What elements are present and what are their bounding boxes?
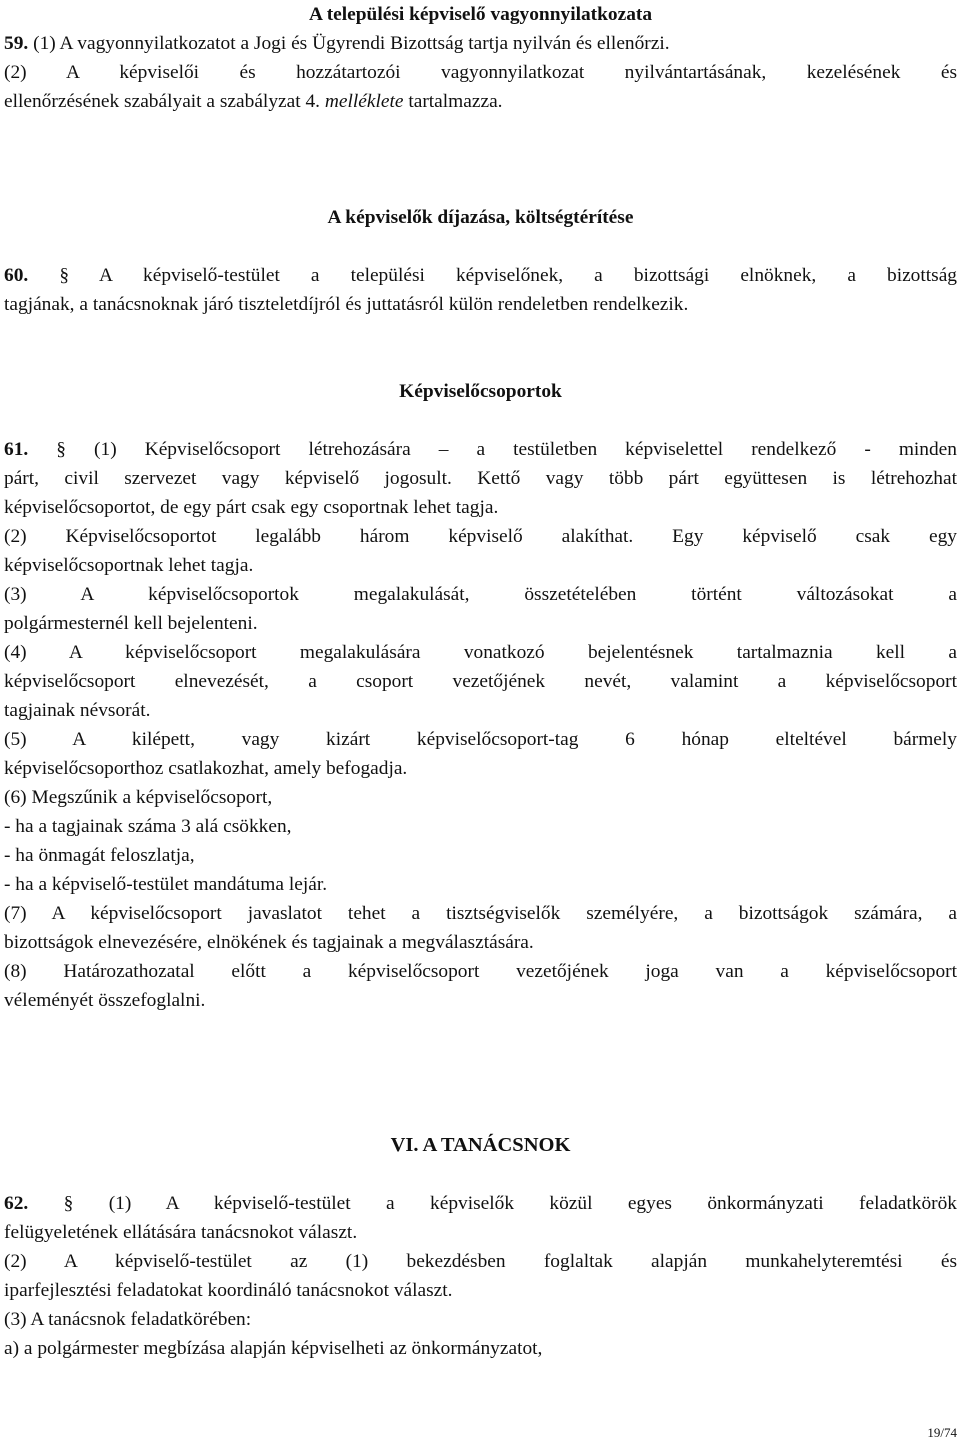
paragraph-61-line-11: (5) A kilépett, vagy kizárt képviselőcsoport-tag 6 hónap elteltével bármely xyxy=(4,729,957,750)
paragraph-61-line-10: tagjainak névsorát. xyxy=(4,700,151,721)
paragraph-59 xyxy=(4,29,957,116)
paragraph-61-line-7: polgármesternél kell bejelenteni. xyxy=(4,613,258,634)
paragraph-61-line-8: (4) A képviselőcsoport megalakulására vonatkozó bejelentésnek tartalmaznia kell a xyxy=(4,642,957,663)
paragraph-62-line-5: (3) A tanácsnok feladatkörében: xyxy=(4,1309,252,1330)
section-number-59: 59. xyxy=(4,33,29,54)
section-title-vagyonnyilatkozat: A települési képviselő vagyonnyilatkozata xyxy=(308,4,653,25)
paragraph-60-line-2: tagjának, a tanácsnoknak járó tiszteletdíjról és juttatásról külön rendeletben rendelkezik. xyxy=(4,294,689,315)
document-page xyxy=(4,0,957,1363)
paragraph-61-line-20: véleményét összefoglalni. xyxy=(4,990,206,1011)
paragraph-61-line-6: (3) A képviselőcsoportok megalakulását, összetételében történt változásokat a xyxy=(4,584,957,605)
paragraph-61-line-5: képviselőcsoportnak lehet tagja. xyxy=(4,555,254,576)
annex-reference: melléklete xyxy=(324,91,404,112)
paragraph-59-line-3: ellenőrzésének szabályait a szabályzat 4. melléklete tartalmazza. xyxy=(4,91,503,112)
paragraph-60-line-1: 60. § A képviselő-testület a települési képviselőnek, a bizottsági elnöknek, a bizottság xyxy=(4,265,958,286)
paragraph-61-line-13: (6) Megszűnik a képviselőcsoport, xyxy=(4,787,273,808)
paragraph-61-line-9: képviselőcsoport elnevezését, a csoport vezetőjének nevét, valamint a képviselőcsoport xyxy=(4,671,957,692)
paragraph-61-line-1: 61. § (1) Képviselőcsoport létrehozására – a testületben képviselettel rendelkező - minden xyxy=(4,439,957,460)
paragraph-59-line-2: (2) A képviselői és hozzátartozói vagyonnyilatkozat nyilvántartásának, kezelésének és xyxy=(4,62,957,83)
paragraph-61-line-17: (7) A képviselőcsoport javaslatot tehet a tisztségviselők személyére, a bizottságok számára, a xyxy=(4,903,957,924)
list-item: - ha a tagjainak száma 3 alá csökken, xyxy=(4,816,292,837)
paragraph-61-line-12: képviselőcsoporthoz csatlakozhat, amely befogadja. xyxy=(4,758,408,779)
section-title-dijazas: A képviselők díjazása, költségtérítése xyxy=(327,207,634,228)
paragraph-62-line-1: 62. § (1) A képviselő-testület a képviselők közül egyes önkormányzati feladatkörök xyxy=(4,1193,957,1214)
paragraph-62-line-3: (2) A képviselő-testület az (1) bekezdésben foglaltak alapján munkahelyteremtési és xyxy=(4,1251,957,1272)
paragraph-61 xyxy=(4,435,957,1015)
chapter-title-tanacsnok: VI. A TANÁCSNOK xyxy=(390,1134,571,1156)
paragraph-61-line-2: párt, civil szervezet vagy képviselő jogosult. Kettő vagy több párt együttesen is létrehozhat xyxy=(4,468,957,489)
paragraph-62-line-4: iparfejlesztési feladatokat koordináló tanácsnokot választ. xyxy=(4,1280,453,1301)
paragraph-59-line-1: 59. (1) A vagyonnyilatkozatot a Jogi és Ügyrendi Bizottság tartja nyilván és ellenőrzi. xyxy=(4,33,670,54)
section-sign: § xyxy=(63,1193,74,1214)
paragraph-61-line-18: bizottságok elnevezésére, elnökének és tagjainak a megválasztására. xyxy=(4,932,534,953)
section-title-kepviselocsoportok: Képviselőcsoportok xyxy=(399,381,562,402)
paragraph-60 xyxy=(4,261,957,319)
section-sign: § xyxy=(56,439,66,460)
list-item: - ha önmagát feloszlatja, xyxy=(4,845,195,866)
paragraph-62 xyxy=(4,1189,957,1363)
paragraph-61-line-19: (8) Határozathozatal előtt a képviselőcsoport vezetőjének joga van a képviselőcsoport xyxy=(4,961,957,982)
paragraph-61-line-4: (2) Képviselőcsoportot legalább három képviselő alakíthat. Egy képviselő csak egy xyxy=(4,526,957,547)
paragraph-62-line-6: a) a polgármester megbízása alapján képviselheti az önkormányzatot, xyxy=(4,1338,543,1359)
section-number-62: 62. xyxy=(4,1193,29,1214)
paragraph-62-line-2: felügyeletének ellátására tanácsnokot választ. xyxy=(4,1222,358,1243)
paragraph-61-line-3: képviselőcsoportot, de egy párt csak egy csoportnak lehet tagja. xyxy=(4,497,499,518)
section-sign: § xyxy=(59,265,70,286)
page-number: 19/74 xyxy=(927,1425,957,1440)
section-number-61: 61. xyxy=(4,439,29,460)
section-number-60: 60. xyxy=(4,265,29,286)
list-item: - ha a képviselő-testület mandátuma lejár. xyxy=(4,874,328,895)
